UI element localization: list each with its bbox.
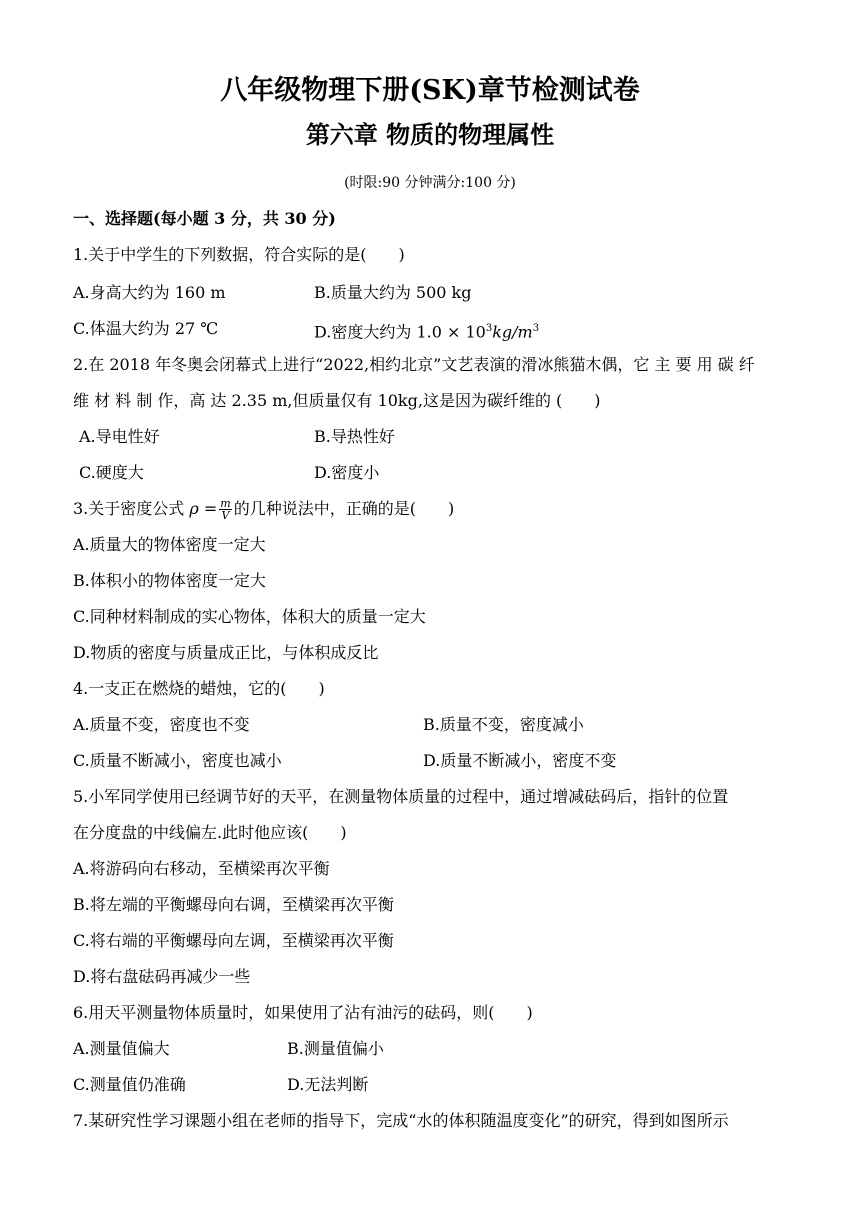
- q1-option-a: A.身高大约为 160 m: [73, 283, 226, 302]
- q3-option-a: A.质量大的物体密度一定大: [73, 535, 266, 554]
- q6-option-c: C.测量值仍准确: [73, 1075, 186, 1094]
- q1-density-unit-exponent: 3: [532, 323, 540, 334]
- q5-stem-line2: 在分度盘的中线偏左.此时他应该( ): [73, 823, 347, 842]
- q1-option-b: B.质量大约为 500 kg: [314, 283, 472, 302]
- q3-fraction: [219, 498, 231, 521]
- time-limit: (时限:90 分钟满分:100 分): [344, 175, 516, 191]
- q5-option-a: A.将游码向右移动，至横梁再次平衡: [73, 859, 330, 878]
- q7-stem-line1: 7.某研究性学习课题小组在老师的指导下，完成“水的体积随温度变化”的研究，得到如图所示: [73, 1111, 729, 1130]
- q4-option-d: D.质量不断减小，密度不变: [423, 751, 617, 770]
- q3-stem-prefix: 3.关于密度公式: [73, 499, 190, 518]
- q4-option-c: C.质量不断减小，密度也减小: [73, 751, 282, 770]
- q3-option-c: C.同种材料制成的实心物体，体积大的质量一定大: [73, 607, 426, 626]
- q5-option-b: B.将左端的平衡螺母向右调，至横梁再次平衡: [73, 895, 394, 914]
- exam-title: 八年级物理下册(SK)章节检测试卷: [220, 75, 640, 106]
- q2-option-b: B.导热性好: [314, 427, 395, 446]
- q4-option-b: B.质量不变，密度减小: [423, 715, 584, 734]
- q1-density-unit: kg/m: [492, 322, 533, 342]
- q3-stem-suffix: 的几种说法中，正确的是( ): [233, 499, 455, 518]
- q6-option-d: D.无法判断: [287, 1075, 369, 1094]
- q1-option-d: [314, 317, 539, 344]
- q3-fraction-denominator: V: [221, 509, 230, 522]
- q2-option-c: C.硬度大: [79, 463, 144, 482]
- q3-option-b: B.体积小的物体密度一定大: [73, 571, 266, 590]
- q1-option-d-prefix: D.密度大约为: [314, 322, 417, 342]
- q6-option-a: A.测量值偏大: [73, 1039, 170, 1058]
- q2-option-a: A.导电性好: [79, 427, 160, 446]
- q2-stem-line1: 2.在 2018 年冬奥会闭幕式上进行“2022,相约北京”文艺表演的滑冰熊猫木偶，它 主 要 用 碳 纤: [73, 355, 755, 374]
- q2-stem-line2: 维 材 料 制 作，高 达 2.35 m,但质量仅有 10kg,这是因为碳纤维的 ( ): [73, 391, 601, 410]
- q3-rho: ρ =: [189, 499, 218, 518]
- chapter-title: 第六章 物质的物理属性: [305, 120, 555, 149]
- section-heading-choice: 一、选择题(每小题 3 分，共 30 分): [73, 209, 336, 228]
- q3-fraction-numerator: m: [220, 497, 231, 510]
- q6-option-b: B.测量值偏小: [287, 1039, 384, 1058]
- q5-option-c: C.将右端的平衡螺母向左调，至横梁再次平衡: [73, 931, 394, 950]
- q1-option-c: C.体温大约为 27 ℃: [73, 319, 219, 338]
- q5-stem-line1: 5.小军同学使用已经调节好的天平，在测量物体质量的过程中，通过增减砝码后，指针的位置: [73, 787, 729, 806]
- q3-option-d: D.物质的密度与质量成正比，与体积成反比: [73, 643, 379, 662]
- q3-stem: [73, 497, 454, 521]
- q5-option-d: D.将右盘砝码再减少一些: [73, 967, 251, 986]
- q6-stem: 6.用天平测量物体质量时，如果使用了沾有油污的砝码，则( ): [73, 1003, 533, 1022]
- q2-option-d: D.密度小: [314, 463, 380, 482]
- q4-option-a: A.质量不变，密度也不变: [73, 715, 250, 734]
- q4-stem: 4.一支正在燃烧的蜡烛，它的( ): [73, 679, 325, 698]
- q1-density-value: 1.0 × 10: [416, 322, 486, 342]
- q1-stem: 1.关于中学生的下列数据，符合实际的是( ): [73, 245, 405, 264]
- q1-density-exponent: 3: [485, 323, 493, 334]
